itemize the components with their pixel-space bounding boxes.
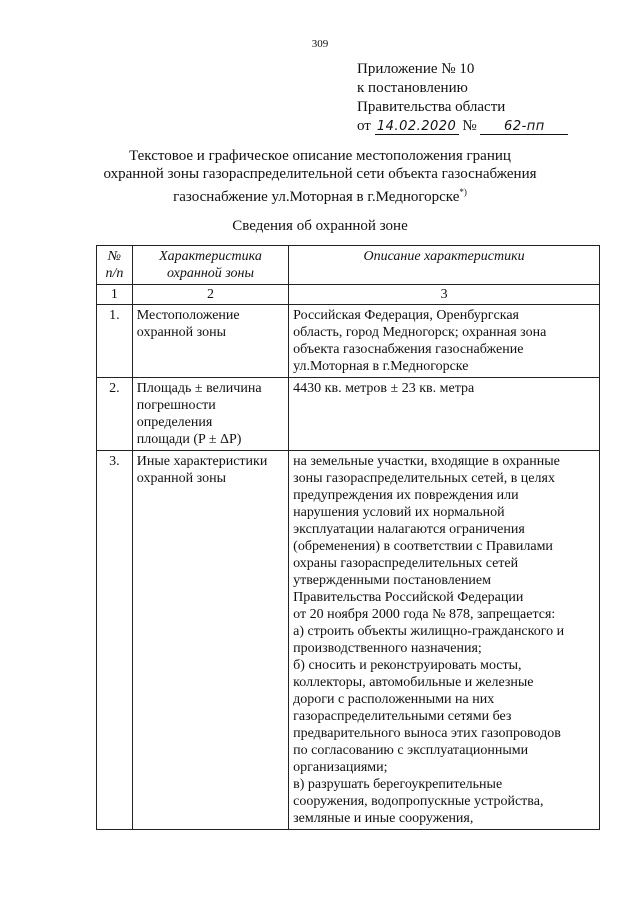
section-subtitle: Сведения об охранной зоне: [232, 218, 408, 234]
header-description: Описание характеристики: [289, 246, 600, 285]
number-handwritten: 62-пп: [480, 120, 568, 135]
column-number: 2: [132, 285, 288, 305]
row-description: Российская Федерация, Оренбургская область, город Медногорск; охранная зона объекта газоснабжения газоснабжение ул.Моторная в г.Медногорске: [289, 305, 600, 378]
table-row: [97, 378, 600, 451]
date-prefix: от: [357, 118, 371, 134]
appendix-line-1: Приложение № 10: [357, 61, 475, 77]
title-line-1: Текстовое и графическое описание местоположения границ: [129, 148, 511, 164]
row-number: 1.: [97, 305, 133, 378]
zone-info-table: [96, 245, 600, 830]
header-characteristic: Характеристика охранной зоны: [132, 246, 288, 285]
appendix-header: [357, 60, 568, 136]
table-row: [97, 451, 600, 830]
table-header-row: [97, 246, 600, 285]
appendix-line-2: к постановлению: [357, 80, 468, 96]
row-characteristic: Площадь ± величина погрешности определения площади (P ± ΔP): [132, 378, 288, 451]
number-prefix: №: [462, 118, 477, 134]
row-characteristic: Местоположение охранной зоны: [132, 305, 288, 378]
column-number-row: [97, 285, 600, 305]
appendix-date-line: [357, 117, 568, 136]
row-number: 2.: [97, 378, 133, 451]
column-number: 3: [289, 285, 600, 305]
document-title: [60, 147, 580, 206]
table-row: [97, 305, 600, 378]
column-number: 1: [97, 285, 133, 305]
row-description: на земельные участки, входящие в охранные зоны газораспределительных сетей, в целях предупреждения их повреждения или нарушения условий их нормальной эксплуатации налагаются ограничения (обременения) в соответствии с Правилами охраны газораспределительных сетей утвержденными постановлением Правительства Российской Федерации от 20 ноября 2000 года № 878, запрещается: а) строить объекты жилищно-гражданского и производственного назначения; б) сносить и реконструировать мосты, коллекторы, автомобильные и железные дороги с расположенными на них газораспределительными сетями без предварительного выноса этих газопроводов по согласованию с эксплуатационными организациями; в) разрушать берегоукрепительные сооружения, водопропускные устройства, земляные и иные сооружения,: [289, 451, 600, 830]
footnote-mark: *): [459, 187, 467, 197]
title-line-3: газоснабжение ул.Моторная в г.Медногорске*): [173, 187, 467, 205]
page-number: 309: [311, 38, 329, 50]
row-number: 3.: [97, 451, 133, 830]
title-line-2: охранной зоны газораспределительной сети объекта газоснабжения: [103, 166, 537, 182]
date-handwritten: 14.02.2020: [375, 120, 459, 135]
row-description: 4430 кв. метров ± 23 кв. метра: [289, 378, 600, 451]
header-num: № п/п: [97, 246, 133, 285]
row-characteristic: Иные характеристики охранной зоны: [132, 451, 288, 830]
appendix-line-3: Правительства области: [357, 99, 506, 115]
